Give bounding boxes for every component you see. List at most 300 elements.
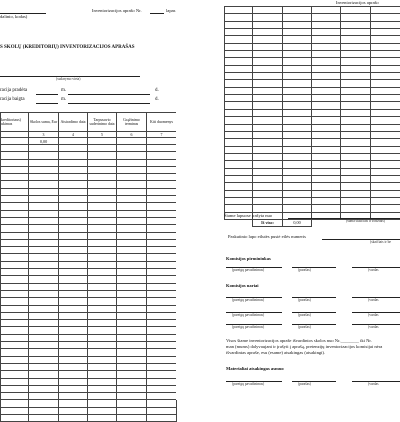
table-cell[interactable] <box>1 298 29 305</box>
table-cell[interactable] <box>225 36 253 43</box>
table-cell[interactable] <box>147 196 177 203</box>
table-cell[interactable] <box>225 58 253 65</box>
table-cell[interactable] <box>147 283 177 290</box>
table-cell[interactable] <box>225 80 253 87</box>
table-cell[interactable] <box>88 145 117 152</box>
table-cell[interactable] <box>59 305 88 312</box>
table-cell[interactable] <box>59 283 88 290</box>
table-cell[interactable] <box>88 188 117 195</box>
table-cell[interactable] <box>253 102 283 109</box>
table-cell[interactable] <box>1 188 29 195</box>
table-cell[interactable] <box>147 181 177 188</box>
table-cell[interactable] <box>88 327 117 334</box>
table-cell[interactable] <box>1 407 29 414</box>
table-cell[interactable] <box>117 349 147 356</box>
table-cell[interactable] <box>283 36 312 43</box>
table-cell[interactable] <box>341 161 371 168</box>
table-cell[interactable] <box>1 393 29 400</box>
table-cell[interactable] <box>312 205 341 212</box>
table-cell[interactable] <box>59 371 88 378</box>
table-cell[interactable] <box>225 21 253 28</box>
table-cell[interactable] <box>283 65 312 72</box>
table-cell[interactable] <box>371 7 400 14</box>
table-cell[interactable] <box>88 225 117 232</box>
table-cell[interactable] <box>341 58 371 65</box>
table-cell[interactable] <box>312 87 341 94</box>
table-cell[interactable] <box>59 393 88 400</box>
table-cell[interactable] <box>147 298 177 305</box>
table-cell[interactable] <box>341 153 371 160</box>
table-cell[interactable] <box>147 217 177 224</box>
table-cell[interactable] <box>1 356 29 363</box>
table-cell[interactable] <box>1 327 29 334</box>
table-cell[interactable] <box>59 181 88 188</box>
table-cell[interactable] <box>253 153 283 160</box>
table-cell[interactable] <box>59 188 88 195</box>
table-cell[interactable] <box>117 181 147 188</box>
table-cell[interactable] <box>341 124 371 131</box>
table-cell[interactable] <box>88 239 117 246</box>
table-cell[interactable] <box>117 385 147 392</box>
table-cell[interactable] <box>253 197 283 204</box>
table-cell[interactable] <box>225 109 253 116</box>
table-cell[interactable] <box>341 73 371 80</box>
table-cell[interactable] <box>312 43 341 50</box>
table-cell[interactable] <box>283 139 312 146</box>
table-cell[interactable] <box>283 131 312 138</box>
table-cell[interactable] <box>253 29 283 36</box>
table-cell[interactable] <box>29 305 59 312</box>
table-cell[interactable] <box>371 87 400 94</box>
table-cell[interactable] <box>88 152 117 159</box>
table-cell[interactable] <box>371 65 400 72</box>
table-cell[interactable] <box>88 247 117 254</box>
table-cell[interactable] <box>341 190 371 197</box>
inventory-number-field[interactable] <box>150 13 164 14</box>
table-cell[interactable] <box>147 356 177 363</box>
table-cell[interactable] <box>117 210 147 217</box>
table-cell[interactable] <box>1 385 29 392</box>
table-cell[interactable] <box>117 393 147 400</box>
table-cell[interactable] <box>147 385 177 392</box>
table-cell[interactable] <box>29 320 59 327</box>
table-cell[interactable] <box>88 203 117 210</box>
table-cell[interactable] <box>147 166 177 173</box>
table-cell[interactable] <box>88 196 117 203</box>
table-cell[interactable] <box>29 188 59 195</box>
table-cell[interactable] <box>88 254 117 261</box>
table-cell[interactable] <box>1 261 29 268</box>
table-cell[interactable] <box>29 174 59 181</box>
table-cell[interactable] <box>29 312 59 319</box>
table-cell[interactable] <box>341 183 371 190</box>
table-cell[interactable] <box>88 217 117 224</box>
table-cell[interactable] <box>117 283 147 290</box>
table-cell[interactable] <box>312 131 341 138</box>
table-cell[interactable] <box>1 203 29 210</box>
table-cell[interactable] <box>147 261 177 268</box>
table-cell[interactable] <box>1 247 29 254</box>
table-cell[interactable] <box>341 80 371 87</box>
table-cell[interactable] <box>371 73 400 80</box>
table-cell[interactable] <box>59 407 88 414</box>
table-cell[interactable] <box>225 139 253 146</box>
table-cell[interactable] <box>341 14 371 21</box>
table-cell[interactable] <box>283 21 312 28</box>
table-cell[interactable] <box>88 349 117 356</box>
table-cell[interactable] <box>253 80 283 87</box>
table-cell[interactable] <box>371 14 400 21</box>
table-cell[interactable] <box>312 36 341 43</box>
table-cell[interactable] <box>88 261 117 268</box>
table-cell[interactable] <box>59 166 88 173</box>
table-cell[interactable] <box>88 342 117 349</box>
table-cell[interactable] <box>371 58 400 65</box>
table-cell[interactable] <box>88 232 117 239</box>
table-cell[interactable] <box>1 283 29 290</box>
table-cell[interactable] <box>29 261 59 268</box>
table-cell[interactable] <box>29 181 59 188</box>
table-cell[interactable] <box>117 363 147 370</box>
table-cell[interactable] <box>1 138 29 145</box>
table-cell[interactable] <box>312 80 341 87</box>
table-cell[interactable] <box>29 196 59 203</box>
table-cell[interactable] <box>147 174 177 181</box>
table-cell[interactable] <box>29 239 59 246</box>
table-cell[interactable] <box>371 51 400 58</box>
table-cell[interactable] <box>59 239 88 246</box>
table-cell[interactable] <box>88 283 117 290</box>
table-cell[interactable] <box>371 175 400 182</box>
table-cell[interactable] <box>59 400 88 407</box>
table-cell[interactable] <box>225 183 253 190</box>
table-cell[interactable] <box>283 109 312 116</box>
table-cell[interactable] <box>341 205 371 212</box>
table-cell[interactable] <box>147 239 177 246</box>
table-cell[interactable] <box>59 254 88 261</box>
table-cell[interactable] <box>59 312 88 319</box>
table-cell[interactable] <box>59 203 88 210</box>
table-cell[interactable] <box>59 327 88 334</box>
table-cell[interactable] <box>1 334 29 341</box>
table-cell[interactable] <box>312 175 341 182</box>
table-cell[interactable] <box>341 43 371 50</box>
table-cell[interactable] <box>283 124 312 131</box>
table-cell[interactable] <box>283 58 312 65</box>
table-cell[interactable] <box>1 239 29 246</box>
start-year-field[interactable] <box>36 94 58 95</box>
table-cell[interactable] <box>117 152 147 159</box>
table-cell[interactable] <box>147 203 177 210</box>
table-cell[interactable] <box>29 349 59 356</box>
table-cell[interactable] <box>59 290 88 297</box>
table-cell[interactable] <box>225 190 253 197</box>
table-cell[interactable] <box>88 363 117 370</box>
table-cell[interactable] <box>59 196 88 203</box>
table-cell[interactable] <box>117 305 147 312</box>
table-cell[interactable] <box>88 269 117 276</box>
table-cell[interactable] <box>225 124 253 131</box>
table-cell[interactable] <box>341 65 371 72</box>
table-cell[interactable] <box>371 205 400 212</box>
table-cell[interactable] <box>88 334 117 341</box>
table-cell[interactable] <box>1 225 29 232</box>
table-cell[interactable] <box>341 102 371 109</box>
table-cell[interactable] <box>1 152 29 159</box>
table-cell[interactable] <box>88 276 117 283</box>
table-cell[interactable] <box>312 190 341 197</box>
table-cell[interactable] <box>253 73 283 80</box>
table-cell[interactable] <box>253 190 283 197</box>
table-cell[interactable] <box>312 168 341 175</box>
table-cell[interactable]: 0,00 <box>29 138 59 145</box>
table-cell[interactable] <box>147 145 177 152</box>
table-cell[interactable] <box>341 95 371 102</box>
table-cell[interactable] <box>59 269 88 276</box>
table-cell[interactable] <box>225 87 253 94</box>
table-cell[interactable] <box>88 159 117 166</box>
table-cell[interactable] <box>253 139 283 146</box>
table-cell[interactable] <box>59 152 88 159</box>
table-cell[interactable] <box>253 14 283 21</box>
table-cell[interactable] <box>147 210 177 217</box>
table-cell[interactable] <box>117 334 147 341</box>
table-cell[interactable] <box>117 290 147 297</box>
table-cell[interactable] <box>29 152 59 159</box>
table-cell[interactable] <box>29 290 59 297</box>
table-cell[interactable] <box>147 269 177 276</box>
table-cell[interactable] <box>117 196 147 203</box>
table-cell[interactable] <box>29 414 59 421</box>
table-cell[interactable] <box>117 254 147 261</box>
table-cell[interactable] <box>88 393 117 400</box>
table-cell[interactable] <box>117 166 147 173</box>
table-cell[interactable] <box>59 225 88 232</box>
table-cell[interactable] <box>371 139 400 146</box>
table-cell[interactable] <box>88 290 117 297</box>
table-cell[interactable] <box>29 225 59 232</box>
table-cell[interactable] <box>29 378 59 385</box>
table-cell[interactable] <box>371 197 400 204</box>
table-cell[interactable] <box>147 290 177 297</box>
table-cell[interactable] <box>225 205 253 212</box>
table-cell[interactable] <box>283 51 312 58</box>
table-cell[interactable] <box>29 247 59 254</box>
table-cell[interactable] <box>312 124 341 131</box>
table-cell[interactable] <box>312 73 341 80</box>
table-cell[interactable] <box>147 312 177 319</box>
table-cell[interactable] <box>147 320 177 327</box>
table-cell[interactable] <box>29 159 59 166</box>
table-cell[interactable] <box>371 117 400 124</box>
table-cell[interactable] <box>225 102 253 109</box>
table-cell[interactable] <box>59 298 88 305</box>
table-cell[interactable] <box>59 159 88 166</box>
table-cell[interactable] <box>59 247 88 254</box>
table-cell[interactable] <box>253 183 283 190</box>
table-cell[interactable] <box>371 153 400 160</box>
table-cell[interactable] <box>283 190 312 197</box>
table-cell[interactable] <box>147 414 177 421</box>
table-cell[interactable] <box>371 43 400 50</box>
table-cell[interactable] <box>253 87 283 94</box>
table-cell[interactable] <box>88 312 117 319</box>
table-cell[interactable] <box>1 181 29 188</box>
table-cell[interactable] <box>88 400 117 407</box>
table-cell[interactable] <box>283 153 312 160</box>
table-cell[interactable] <box>1 349 29 356</box>
table-cell[interactable] <box>253 168 283 175</box>
table-cell[interactable] <box>283 175 312 182</box>
table-cell[interactable] <box>341 7 371 14</box>
table-cell[interactable] <box>283 73 312 80</box>
table-cell[interactable] <box>29 356 59 363</box>
table-cell[interactable] <box>117 298 147 305</box>
table-cell[interactable] <box>1 217 29 224</box>
table-cell[interactable] <box>341 21 371 28</box>
table-cell[interactable] <box>117 327 147 334</box>
table-cell[interactable] <box>29 327 59 334</box>
table-cell[interactable] <box>1 174 29 181</box>
table-cell[interactable] <box>29 217 59 224</box>
table-cell[interactable] <box>225 117 253 124</box>
table-cell[interactable] <box>147 188 177 195</box>
table-cell[interactable] <box>1 305 29 312</box>
table-cell[interactable] <box>225 131 253 138</box>
table-cell[interactable] <box>117 400 147 407</box>
table-cell[interactable] <box>88 305 117 312</box>
table-cell[interactable] <box>117 414 147 421</box>
table-cell[interactable] <box>225 168 253 175</box>
table-cell[interactable] <box>88 371 117 378</box>
table-cell[interactable] <box>147 363 177 370</box>
table-cell[interactable] <box>29 363 59 370</box>
table-cell[interactable] <box>147 225 177 232</box>
table-cell[interactable] <box>88 320 117 327</box>
table-cell[interactable] <box>147 393 177 400</box>
table-cell[interactable] <box>283 146 312 153</box>
table-cell[interactable] <box>117 407 147 414</box>
table-cell[interactable] <box>341 87 371 94</box>
table-cell[interactable] <box>371 80 400 87</box>
table-cell[interactable] <box>283 7 312 14</box>
table-cell[interactable] <box>283 95 312 102</box>
table-cell[interactable] <box>147 159 177 166</box>
table-cell[interactable] <box>371 95 400 102</box>
table-cell[interactable] <box>59 232 88 239</box>
table-cell[interactable] <box>253 109 283 116</box>
table-cell[interactable] <box>29 371 59 378</box>
table-cell[interactable] <box>371 102 400 109</box>
table-cell[interactable] <box>147 371 177 378</box>
table-cell[interactable] <box>117 320 147 327</box>
table-cell[interactable] <box>29 342 59 349</box>
table-cell[interactable] <box>117 225 147 232</box>
table-cell[interactable] <box>29 276 59 283</box>
table-cell[interactable] <box>1 159 29 166</box>
table-cell[interactable] <box>253 117 283 124</box>
table-cell[interactable] <box>283 87 312 94</box>
table-cell[interactable] <box>225 161 253 168</box>
table-cell[interactable] <box>253 21 283 28</box>
table-cell[interactable] <box>1 290 29 297</box>
table-cell[interactable] <box>88 407 117 414</box>
table-cell[interactable] <box>253 65 283 72</box>
table-cell[interactable] <box>341 168 371 175</box>
table-cell[interactable] <box>1 210 29 217</box>
table-cell[interactable] <box>59 414 88 421</box>
table-cell[interactable] <box>1 166 29 173</box>
table-cell[interactable] <box>59 138 88 145</box>
table-cell[interactable] <box>312 21 341 28</box>
table-cell[interactable] <box>117 174 147 181</box>
table-cell[interactable] <box>88 414 117 421</box>
table-cell[interactable] <box>1 232 29 239</box>
table-cell[interactable] <box>117 188 147 195</box>
table-cell[interactable] <box>117 356 147 363</box>
table-cell[interactable] <box>312 29 341 36</box>
table-cell[interactable] <box>225 14 253 21</box>
table-cell[interactable] <box>29 334 59 341</box>
table-cell[interactable] <box>371 124 400 131</box>
table-cell[interactable] <box>88 385 117 392</box>
table-cell[interactable] <box>341 175 371 182</box>
table-cell[interactable] <box>341 139 371 146</box>
table-cell[interactable] <box>1 371 29 378</box>
table-cell[interactable] <box>147 305 177 312</box>
table-cell[interactable] <box>312 65 341 72</box>
table-cell[interactable] <box>147 349 177 356</box>
table-cell[interactable] <box>29 407 59 414</box>
table-cell[interactable] <box>147 378 177 385</box>
table-cell[interactable] <box>1 254 29 261</box>
table-cell[interactable] <box>225 197 253 204</box>
table-cell[interactable] <box>283 14 312 21</box>
table-cell[interactable] <box>117 378 147 385</box>
table-cell[interactable] <box>312 161 341 168</box>
table-cell[interactable] <box>341 109 371 116</box>
table-cell[interactable] <box>117 269 147 276</box>
table-cell[interactable] <box>253 51 283 58</box>
table-cell[interactable] <box>225 29 253 36</box>
table-cell[interactable] <box>253 131 283 138</box>
table-cell[interactable] <box>283 168 312 175</box>
table-cell[interactable] <box>29 210 59 217</box>
table-cell[interactable] <box>1 276 29 283</box>
table-cell[interactable] <box>253 146 283 153</box>
table-cell[interactable] <box>59 276 88 283</box>
table-cell[interactable] <box>225 43 253 50</box>
table-cell[interactable] <box>283 80 312 87</box>
table-cell[interactable] <box>312 139 341 146</box>
table-cell[interactable] <box>225 73 253 80</box>
table-cell[interactable] <box>371 131 400 138</box>
table-cell[interactable] <box>59 363 88 370</box>
table-cell[interactable] <box>29 269 59 276</box>
table-cell[interactable] <box>283 205 312 212</box>
table-cell[interactable] <box>371 168 400 175</box>
table-cell[interactable] <box>117 138 147 145</box>
table-cell[interactable] <box>371 161 400 168</box>
table-cell[interactable] <box>371 21 400 28</box>
table-cell[interactable] <box>312 7 341 14</box>
table-cell[interactable] <box>59 145 88 152</box>
table-cell[interactable] <box>341 36 371 43</box>
table-cell[interactable] <box>59 174 88 181</box>
start-month-field[interactable] <box>68 94 150 95</box>
table-cell[interactable] <box>88 356 117 363</box>
table-cell[interactable] <box>312 102 341 109</box>
